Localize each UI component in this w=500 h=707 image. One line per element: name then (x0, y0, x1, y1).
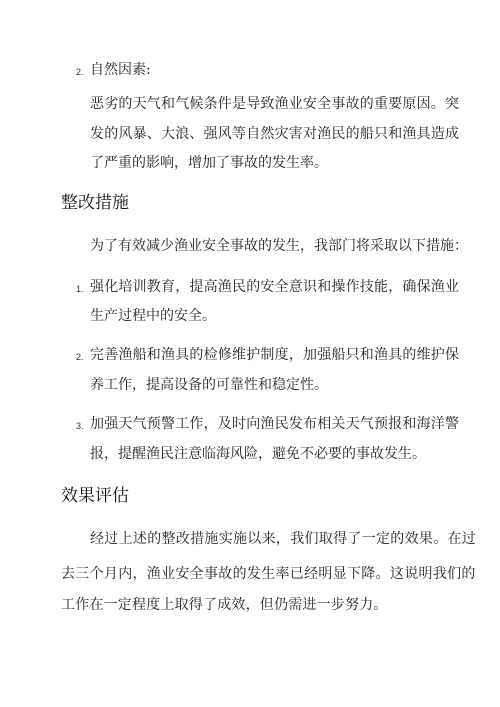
list-item-line: 加强天气预警工作，及时向渔民发布相关天气预报和海洋警 (90, 416, 460, 432)
paragraph-line: 经过上述的整改措施实施以来，我们取得了一定的效果。在过 (90, 531, 477, 547)
natural-factors-label: 自然因素: (90, 62, 151, 78)
list-number: 2. (76, 67, 84, 77)
list-item-line: 强化培训教育，提高渔民的安全意识和操作技能，确保渔业 (90, 279, 460, 295)
list-number: 2. (76, 352, 84, 362)
list-item-line: 生产过程中的安全。 (90, 308, 216, 324)
list-number: 1. (76, 284, 84, 294)
list-item-line: 养工作，提高设备的可靠性和稳定性。 (90, 377, 328, 393)
list-item-line: 报，提醒渔民注意临海风险，避免不必要的事故发生。 (90, 446, 426, 462)
measures-intro: 为了有效减少渔业安全事故的发生，我部门将采取以下措施： (90, 238, 468, 254)
paragraph-line: 恶劣的天气和气候条件是导致渔业安全事故的重要原因。突 (90, 96, 460, 112)
section-heading-measures: 整改措施 (61, 193, 129, 213)
list-number: 3. (76, 421, 84, 431)
section-heading-evaluation: 效果评估 (61, 486, 129, 506)
paragraph-line: 工作在一定程度上取得了成效，但仍需进一步努力。 (61, 597, 388, 613)
paragraph-line: 了严重的影响，增加了事故的发生率。 (90, 155, 328, 171)
paragraph-line: 去三个月内，渔业安全事故的发生率已经明显下降。这说明我们的 (61, 566, 476, 582)
paragraph-line: 发的风暴、大浪、强风等自然灾害对渔民的船只和渔具造成 (90, 126, 460, 142)
list-item-line: 完善渔船和渔具的检修维护制度，加强船只和渔具的维护保 (90, 347, 460, 363)
